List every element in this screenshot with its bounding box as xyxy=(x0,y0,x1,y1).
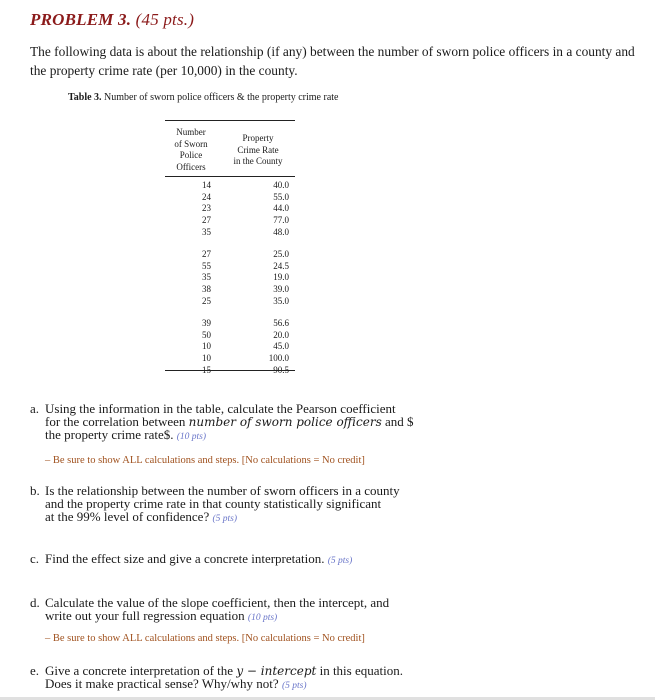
problem-points: (45 pts.) xyxy=(135,10,195,29)
table-cell-officers: 35 xyxy=(202,226,211,237)
question-a-line2-end: and $ xyxy=(381,414,414,429)
question-a-variable: number of sworn police officers xyxy=(188,415,382,429)
table-cell-crime-rate: 90.5 xyxy=(273,364,289,375)
question-c-label: c. xyxy=(30,551,40,566)
table-cell-officers: 25 xyxy=(202,295,211,306)
question-d-points: (10 pts) xyxy=(247,613,278,623)
table-cell-officers: 55 xyxy=(202,260,211,271)
table-top-rule xyxy=(165,120,295,121)
question-e-line1-text: Give a concrete interpretation of the xyxy=(45,663,237,678)
table-cell-crime-rate: 44.0 xyxy=(273,203,289,214)
question-d-label: d. xyxy=(30,595,40,610)
table-cell-officers: 15 xyxy=(202,364,211,375)
question-d-line1: Calculate the value of the slope coefficient, then the intercept, and xyxy=(45,595,390,610)
question-e-points: (5 pts) xyxy=(281,681,307,691)
header-line: Number xyxy=(176,127,206,137)
table-cell-crime-rate: 48.0 xyxy=(273,226,289,237)
question-c-text: Find the effect size and give a concrete interpretation. xyxy=(45,551,325,566)
question-e-label: e. xyxy=(30,663,40,678)
table-cell-officers: 35 xyxy=(202,272,211,283)
table-cell-crime-rate: 40.0 xyxy=(273,180,289,190)
table-cell-crime-rate: 35.0 xyxy=(273,295,289,306)
question-d-line2-text: write out your full regression equation xyxy=(45,608,245,623)
question-b-line2: and the property crime rate in that county statistically significant xyxy=(45,496,382,511)
table-caption-text: Number of sworn police officers & the property crime rate xyxy=(104,92,339,103)
problem-intro: The following data is about the relationship (if any) between the number of sworn police officers in a county and the property crime rate (per 10,000) in the county. xyxy=(30,44,635,78)
question-b-line3-text: at the 99% level of confidence? xyxy=(45,509,210,524)
question-b-label: b. xyxy=(30,483,40,498)
question-e-variable: y − intercept xyxy=(236,664,317,678)
question-b-points: (5 pts) xyxy=(212,514,238,524)
question-a-line2-text: for the correlation between xyxy=(45,414,189,429)
table-cell-officers: 27 xyxy=(202,249,211,259)
table-bottom-rule xyxy=(165,370,295,371)
table-cell-officers: 23 xyxy=(202,203,211,214)
question-d-note: – Be sure to show ALL calculations and steps. [No calculations = No credit] xyxy=(45,633,365,644)
table-cell-officers: 50 xyxy=(202,329,211,340)
question-a-line3 xyxy=(45,428,206,444)
problem-number: PROBLEM 3. xyxy=(30,10,132,29)
table-cell-officers: 39 xyxy=(202,318,211,328)
table-cell-crime-rate: 39.0 xyxy=(273,284,289,295)
question-c-line1 xyxy=(45,552,352,568)
table-cell-officers: 24 xyxy=(202,191,211,202)
question-a-points: (10 pts) xyxy=(176,432,207,442)
question-e-line2-text: Does it make practical sense? Why/why not? xyxy=(45,676,279,691)
question-b-line3 xyxy=(45,510,237,526)
table-header-officers xyxy=(165,127,217,173)
table-cell-crime-rate: 55.0 xyxy=(273,191,289,202)
question-a-line1: Using the information in the table, calculate the Pearson coefficient xyxy=(45,401,396,416)
header-line: Police xyxy=(179,150,203,160)
table-cell-officers: 27 xyxy=(202,215,211,226)
table-cell-crime-rate: 20.0 xyxy=(273,329,289,340)
question-e-line2 xyxy=(45,677,306,693)
table-cell-officers: 10 xyxy=(202,341,211,352)
table-header-rule xyxy=(165,176,295,177)
table-cell-officers: 10 xyxy=(202,353,211,364)
question-b-line1: Is the relationship between the number of sworn officers in a county xyxy=(45,483,400,498)
question-d-line2 xyxy=(45,609,277,625)
question-a-line3-text: the property crime rate$. xyxy=(45,427,174,442)
problem-title xyxy=(30,10,194,30)
header-line: Property xyxy=(242,133,274,143)
question-c-points: (5 pts) xyxy=(327,556,353,566)
table-cell-crime-rate: 25.0 xyxy=(273,249,289,259)
table-cell-crime-rate: 19.0 xyxy=(273,272,289,283)
table-cell-crime-rate: 45.0 xyxy=(273,341,289,352)
question-a-label: a. xyxy=(30,401,40,416)
table-cell-crime-rate: 56.6 xyxy=(273,318,289,328)
question-e-line1-end: in this equation. xyxy=(316,663,403,678)
table-header-crime-rate xyxy=(221,133,295,168)
table-caption xyxy=(68,92,338,103)
header-line: Officers xyxy=(176,161,206,172)
table-cell-crime-rate: 100.0 xyxy=(268,353,289,364)
header-line: in the County xyxy=(233,156,283,166)
table-cell-crime-rate: 24.5 xyxy=(273,260,289,271)
header-line: of Sworn xyxy=(174,138,208,149)
table-cell-officers: 38 xyxy=(202,284,211,295)
table-cell-officers: 14 xyxy=(202,180,211,190)
table-caption-label: Table 3. xyxy=(68,92,102,103)
question-a-note: – Be sure to show ALL calculations and steps. [No calculations = No credit] xyxy=(45,455,365,466)
table-cell-crime-rate: 77.0 xyxy=(273,215,289,226)
header-line: Crime Rate xyxy=(237,144,279,155)
